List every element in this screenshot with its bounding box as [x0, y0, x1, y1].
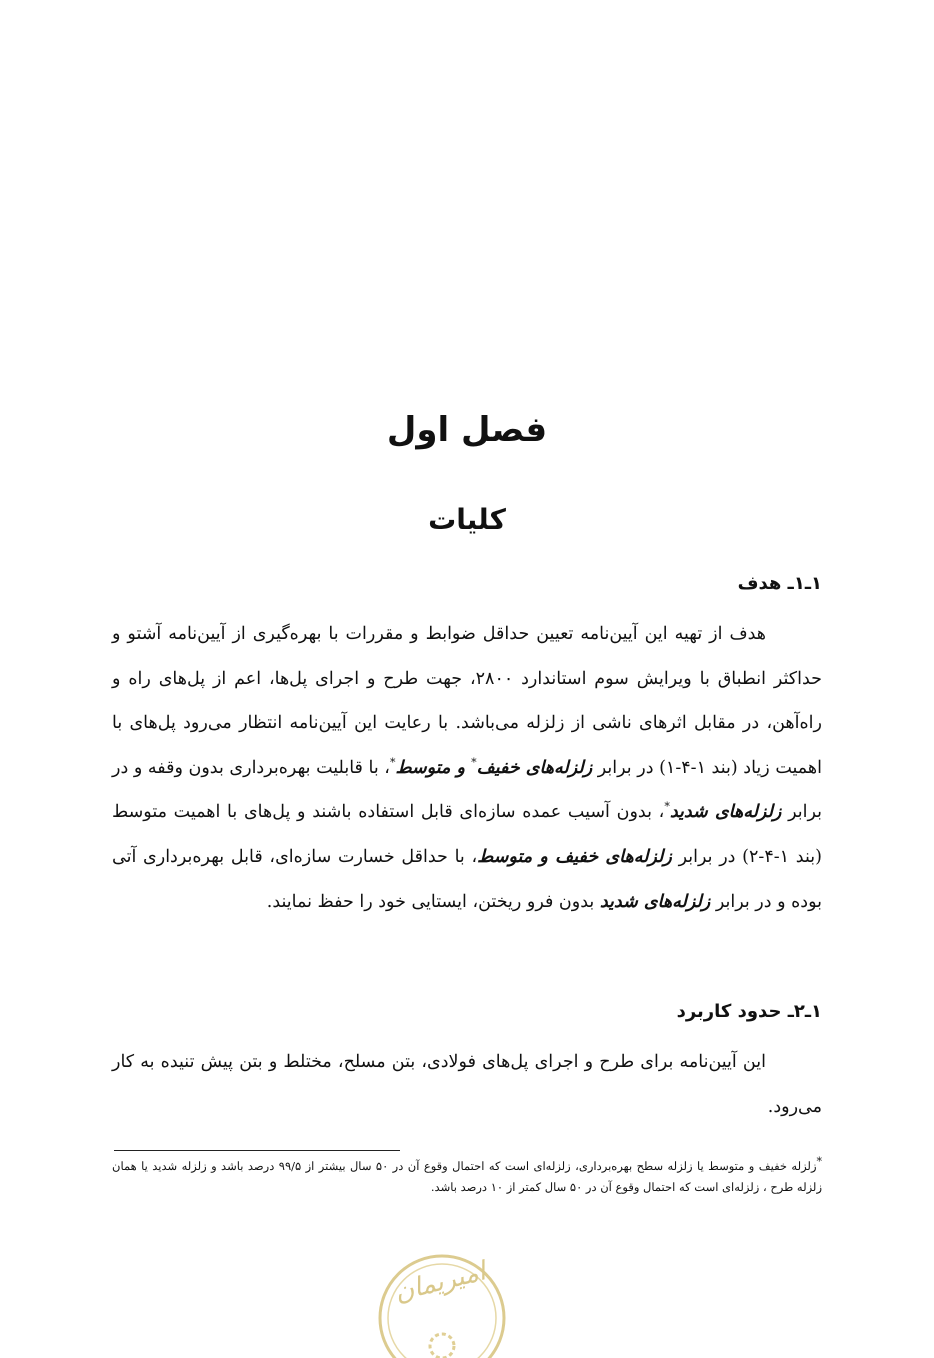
footnote-marker: *	[471, 755, 477, 769]
svg-text:امیریمان: امیریمان	[391, 1256, 489, 1308]
section-paragraph-scope	[112, 1040, 822, 1129]
emphasis-term: و متوسط	[395, 757, 465, 778]
footnote	[112, 1156, 822, 1198]
section-heading-objective: ۱ـ۱ـ هدف	[737, 573, 822, 594]
paragraph-text: بدون فرو ریختن، ایستایی خود را حفظ نمایند.	[266, 891, 600, 912]
paragraph-text: این آیین‌نامه برای طرح و اجرای پل‌های فولادی، بتن مسلح، مختلط و بتن پیش تنیده به کار می‌رود.	[112, 1052, 822, 1117]
section-paragraph-objective	[112, 612, 822, 924]
paragraph-text: ، با حداقل خسارت سازه‌ای، قابل بهره‌برداری آتی بوده و در برابر	[112, 846, 822, 912]
paragraph-text: هدف از تهیه این آیین‌نامه تعیین حداقل ضوابط و مقررات با بهره‌گیری از آیین‌نامه آشتو و حداکثر انطباق با ویرایش سوم استاندارد ۲۸۰۰، جهت طرح و اجرای پل‌ها، اعم از پل‌های راه و راه‌آهن، در مقابل اثرهای ناشی از زلزله می‌باشد. با رعایت این آیین‌نامه انتظار می‌رود پل‌های با اهمیت زیاد (بند ۱-۴-۱) در برابر	[112, 624, 822, 778]
footnote-marker: *	[389, 755, 396, 769]
emphasis-term: زلزله‌های خفیف و متوسط	[477, 846, 672, 867]
paragraph-text: ، بدون آسیب عمده سازه‌ای قابل استفاده باشند و پل‌های با اهمیت متوسط (بند ۱-۴-۲) در برابر	[112, 802, 822, 867]
footnote-marker: *	[664, 800, 670, 814]
paragraph-text: ، با قابلیت بهره‌برداری بدون وقفه و در برابر	[112, 757, 822, 823]
section-heading-scope: ۱ـ۲ـ حدود کاربرد	[676, 1001, 822, 1022]
chapter-subtitle: کلیات	[428, 503, 506, 536]
publisher-seal-logo	[372, 1238, 512, 1358]
chapter-title: فصل اول	[386, 410, 548, 450]
footnote-marker: *	[816, 1155, 822, 1169]
emphasis-term: زلزله‌های شدید	[669, 802, 782, 823]
emphasis-term: زلزله‌های خفیف	[476, 757, 593, 778]
footnote-divider	[114, 1150, 400, 1151]
footnote-text: زلزله خفیف و متوسط یا زلزله سطح بهره‌برداری، زلزله‌ای است که احتمال وقوع آن در ۵۰ سال بیشتر از ۹۹/۵ درصد باشد و زلزله شدید یا همان زلزله طرح ، زلزله‌ای است که احتمال وقوع آن در ۵۰ سال کمتر از ۱۰ درصد باشد.	[112, 1159, 822, 1194]
emphasis-term: زلزله‌های شدید	[599, 891, 711, 912]
